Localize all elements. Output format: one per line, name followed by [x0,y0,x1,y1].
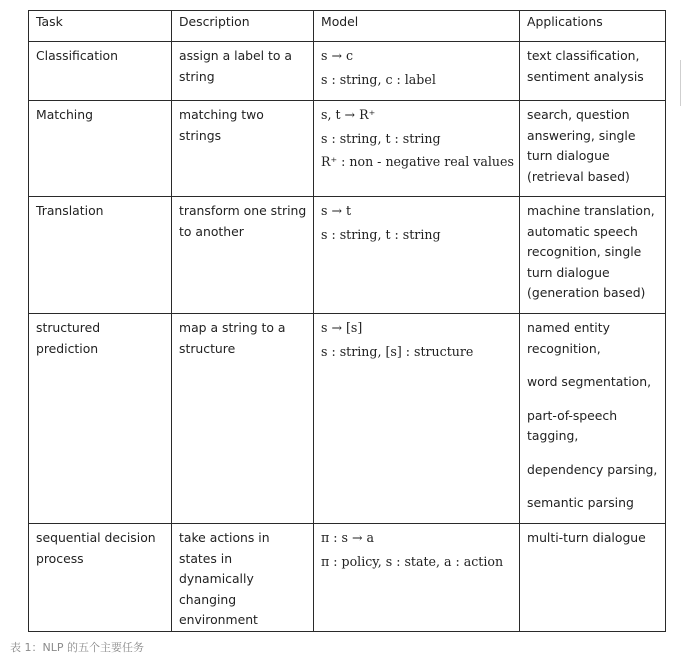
applications-cell [520,314,666,524]
applications-cell: search, question answering, single turn dialogue (retrieval based) [520,101,666,197]
table-caption: 表 1：NLP 的五个主要任务 [10,641,144,654]
application-item: semantic parsing [527,495,634,510]
table-row [29,101,666,197]
table-row [29,42,666,101]
header-applications: Applications [520,11,666,42]
description-cell: assign a label to a string [172,42,314,101]
model-line: π : s → a [321,530,375,545]
model-line: s : string, c : label [321,71,436,87]
task-cell: Matching [29,101,172,197]
header-task: Task [29,11,172,42]
task-cell: structured prediction [29,314,172,524]
model-line: s : string, [s] : structure [321,343,474,359]
model-cell [314,524,520,632]
model-line: s → c [321,48,354,63]
task-cell: Translation [29,197,172,314]
table-row [29,197,666,314]
header-model: Model [314,11,520,42]
model-cell [314,197,520,314]
table-header-row [29,11,666,42]
description-cell: take actions in states in dynamically changing environment [172,524,314,632]
model-line: s → t [321,203,352,218]
applications-cell: machine translation, automatic speech recognition, single turn dialogue (generation based) [520,197,666,314]
model-cell [314,101,520,197]
model-line: s → [s] [321,320,363,335]
description-cell: matching two strings [172,101,314,197]
description-cell: transform one string to another [172,197,314,314]
application-item: named entity recognition, [527,320,610,356]
application-item: dependency parsing, [527,461,658,477]
nlp-tasks-table [28,10,666,632]
table-row [29,314,666,524]
application-item: word segmentation, [527,374,652,389]
model-line: R⁺ : non - negative real values [321,154,514,169]
header-description: Description [172,11,314,42]
model-line: s : string, t : string [321,130,441,146]
task-cell: Classification [29,42,172,101]
scrollbar-indicator [680,60,681,106]
model-cell [314,314,520,524]
task-cell: sequential decision process [29,524,172,632]
model-line: π : policy, s : state, a : action [321,553,504,569]
model-cell [314,42,520,101]
applications-cell: text classification, sentiment analysis [520,42,666,101]
description-cell: map a string to a structure [172,314,314,524]
application-item: part-of-speech tagging, [527,407,618,443]
model-line: s : string, t : string [321,226,441,242]
model-line: s, t → R⁺ [321,107,376,122]
applications-cell: multi-turn dialogue [520,524,666,632]
table-row [29,524,666,632]
